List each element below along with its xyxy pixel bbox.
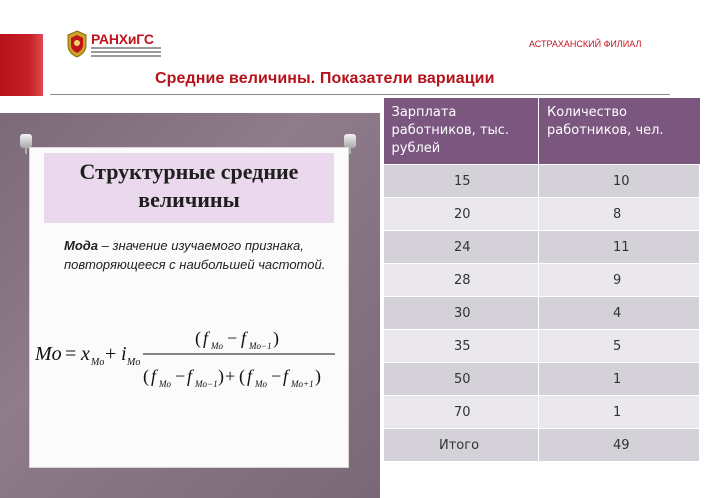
logo-subtitle-lines — [91, 47, 161, 59]
svg-text:=: = — [65, 343, 77, 365]
salary-cell: 28 — [384, 264, 539, 297]
count-cell: 10 — [539, 165, 700, 198]
mode-definition — [64, 236, 334, 274]
table-row — [384, 264, 700, 297]
red-accent-bar — [0, 34, 43, 96]
count-cell: 11 — [539, 231, 700, 264]
title-divider — [50, 94, 670, 95]
branch-name: АСТРАХАНСКИЙ ФИЛИАЛ — [529, 39, 642, 49]
svg-text:−: − — [271, 366, 282, 386]
svg-text:(: ( — [195, 328, 201, 348]
svg-text:): ) — [218, 366, 224, 386]
banner-line-1: Структурные средние — [79, 159, 299, 184]
header-salary: Зарплата работников, тыс. рублей — [384, 98, 539, 165]
salary-cell: 15 — [384, 165, 539, 198]
svg-text:f: f — [283, 366, 289, 386]
table-total-row — [384, 429, 700, 462]
svg-text:i: i — [121, 343, 127, 365]
count-cell: 9 — [539, 264, 700, 297]
salary-cell: 30 — [384, 297, 539, 330]
ranepa-logo — [66, 30, 161, 62]
logo-text: РАНХиГС — [91, 31, 154, 47]
banner-line-2: величины — [138, 187, 240, 212]
svg-text:f: f — [203, 328, 209, 348]
svg-text:+: + — [225, 366, 236, 386]
mode-formula — [35, 318, 345, 398]
slide-image-heading — [44, 158, 334, 214]
svg-text:Mo: Mo — [35, 343, 62, 365]
salary-cell: 50 — [384, 363, 539, 396]
svg-text:f: f — [187, 366, 193, 386]
svg-text:+: + — [105, 343, 117, 365]
svg-text:): ) — [315, 366, 321, 386]
table-row — [384, 231, 700, 264]
svg-text:x: x — [81, 343, 90, 365]
total-value: 49 — [539, 429, 700, 462]
table-row — [384, 330, 700, 363]
svg-text:−: − — [175, 366, 186, 386]
salary-cell: 70 — [384, 396, 539, 429]
total-label: Итого — [384, 429, 539, 462]
count-cell: 5 — [539, 330, 700, 363]
emblem-icon — [66, 30, 88, 58]
svg-text:Mo+1: Mo+1 — [291, 379, 314, 389]
svg-text:(: ( — [143, 366, 149, 386]
definition-text: – значение изучаемого признака, повторяющееся с наибольшей частотой. — [64, 238, 326, 272]
header-count: Количество работников, чел. — [539, 98, 700, 165]
svg-text:f: f — [151, 366, 157, 386]
salary-table — [383, 98, 700, 462]
svg-text:): ) — [273, 328, 279, 348]
svg-text:f: f — [241, 328, 247, 348]
pin-icon — [344, 134, 356, 148]
salary-cell: 35 — [384, 330, 539, 363]
svg-text:Mo−1: Mo−1 — [195, 379, 218, 389]
svg-text:Mo: Mo — [255, 379, 267, 389]
table-row — [384, 363, 700, 396]
svg-text:(: ( — [239, 366, 245, 386]
slide-title: Средние величины. Показатели вариации — [155, 70, 495, 87]
table-row — [384, 198, 700, 231]
salary-cell: 20 — [384, 198, 539, 231]
svg-text:f: f — [247, 366, 253, 386]
table-header-row — [384, 98, 700, 165]
table-row — [384, 297, 700, 330]
salary-cell: 24 — [384, 231, 539, 264]
svg-text:Mo: Mo — [159, 379, 171, 389]
count-cell: 8 — [539, 198, 700, 231]
table-row — [384, 396, 700, 429]
svg-text:Mo: Mo — [127, 357, 141, 368]
pin-icon — [20, 134, 32, 148]
svg-text:Mo−1: Mo−1 — [249, 341, 272, 351]
count-cell: 1 — [539, 363, 700, 396]
definition-term: Мода — [64, 238, 99, 253]
count-cell: 4 — [539, 297, 700, 330]
svg-text:−: − — [227, 328, 238, 348]
table-row — [384, 165, 700, 198]
svg-text:Mo: Mo — [211, 341, 223, 351]
count-cell: 1 — [539, 396, 700, 429]
svg-text:Mo: Mo — [91, 357, 105, 368]
